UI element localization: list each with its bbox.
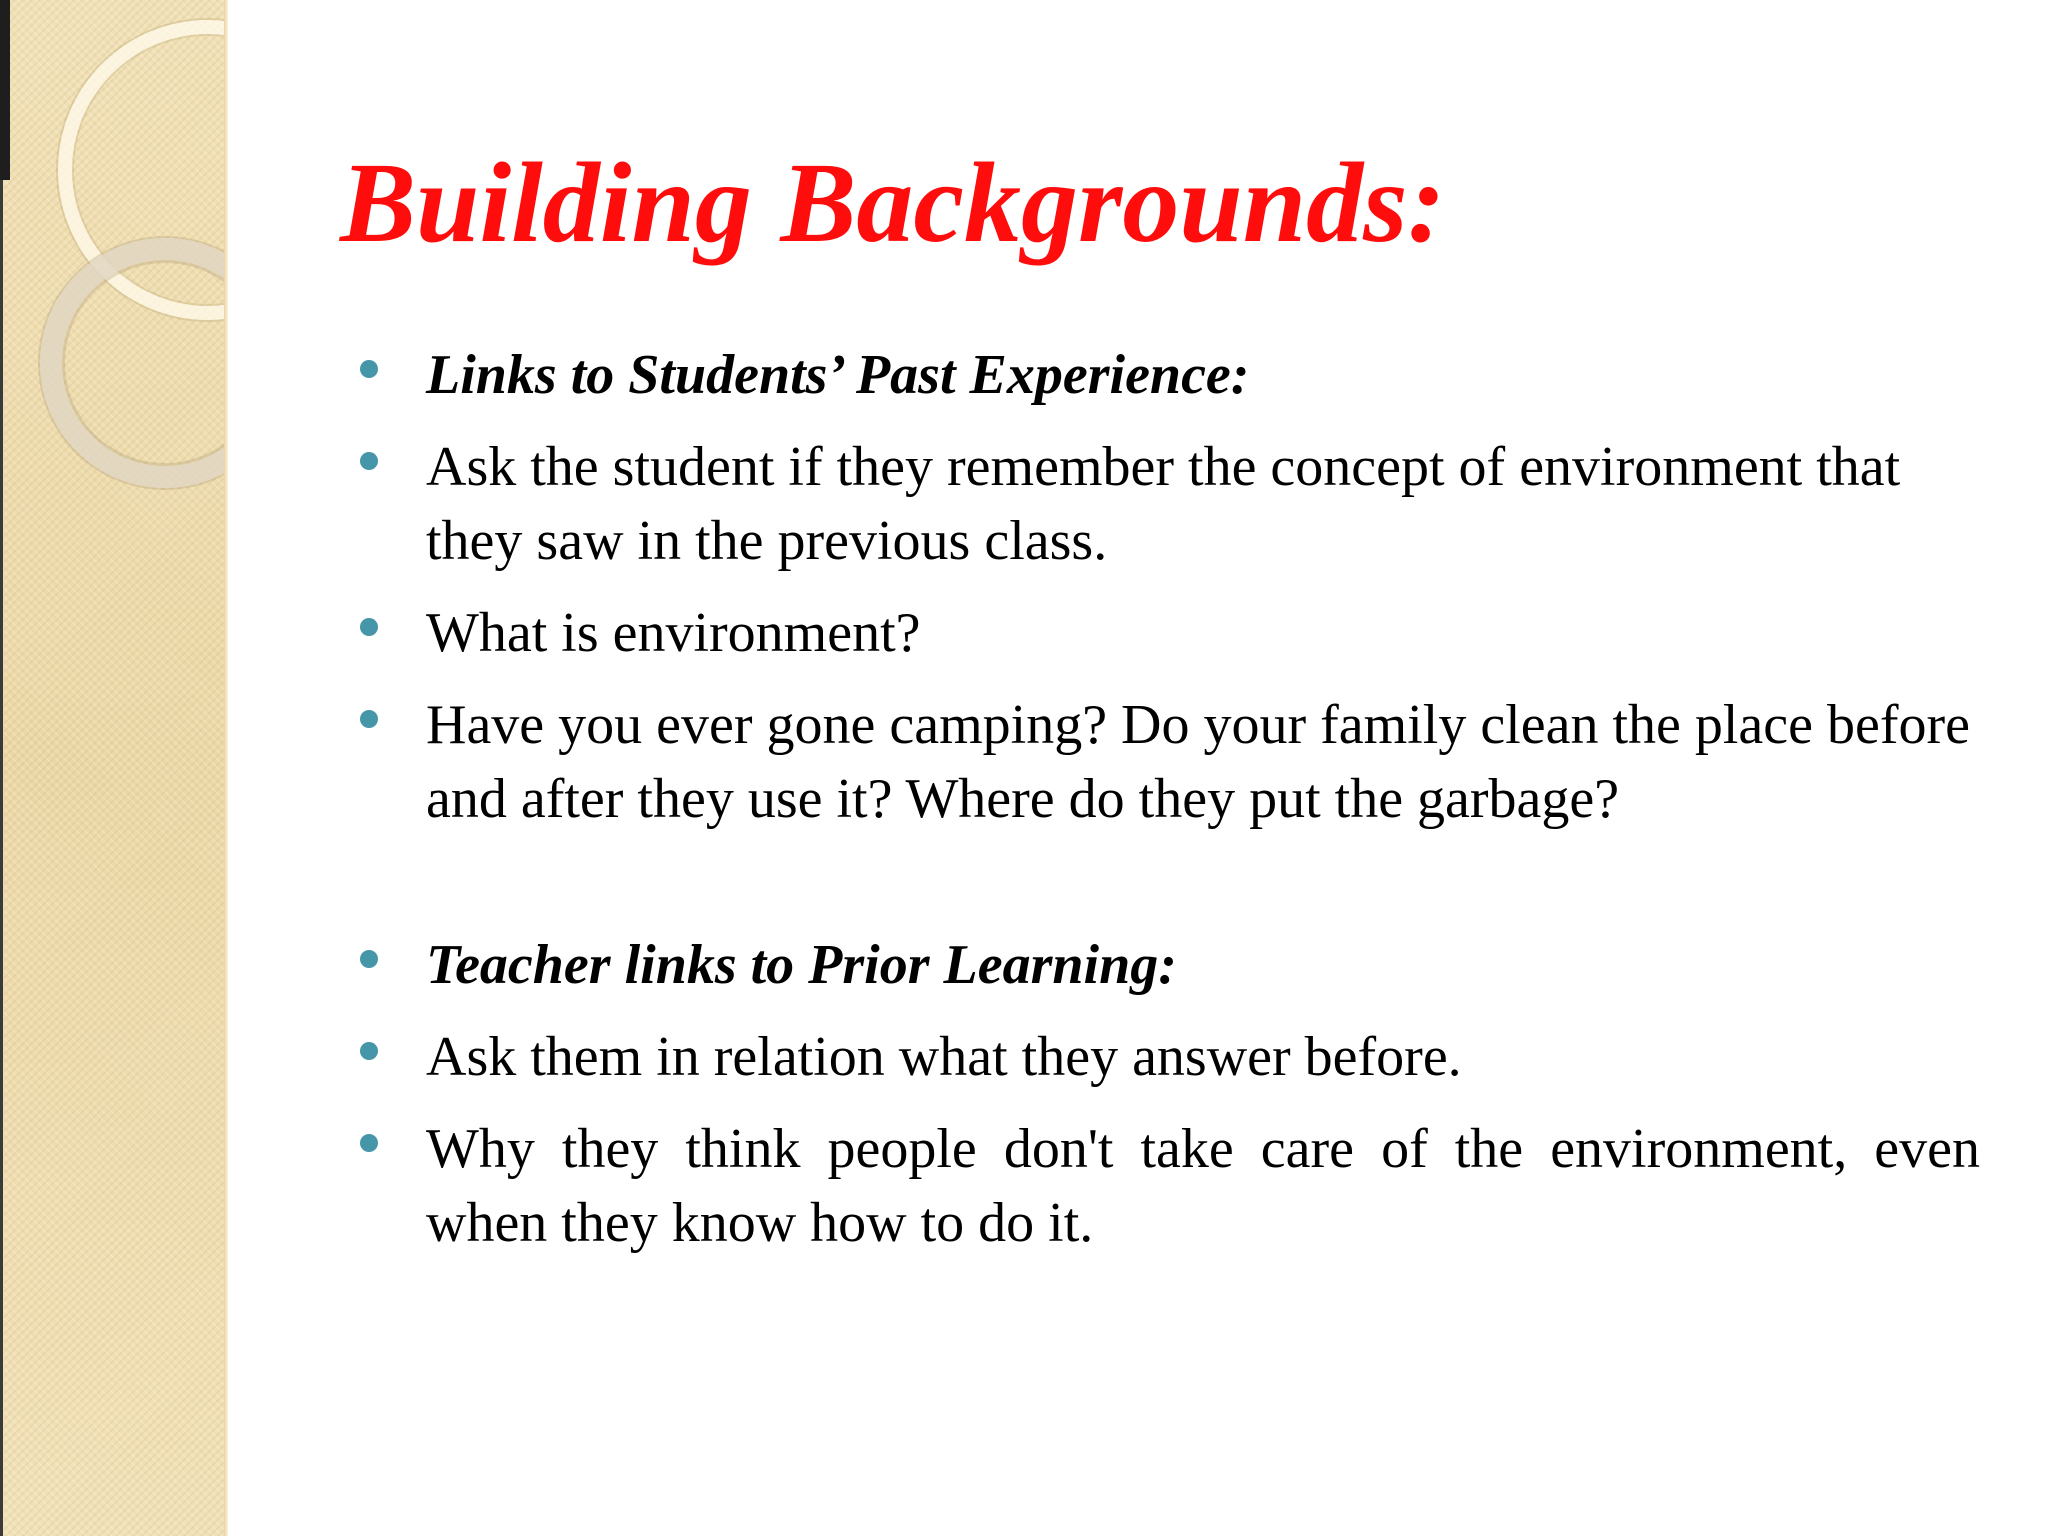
bullet-text: Why they think people don't take care of the environment, even when they know how to do it. bbox=[426, 1118, 1980, 1254]
bullet-item bbox=[360, 596, 1980, 670]
band-top-mark bbox=[0, 0, 10, 180]
bullet-text: Have you ever gone camping? Do your family clean the place before and after they use it? Where do they put the garbage? bbox=[426, 694, 1970, 830]
bullet-list bbox=[360, 338, 1980, 1260]
band-border-line bbox=[0, 0, 3, 1536]
bullet-item bbox=[360, 688, 1980, 836]
bullet-dot-icon bbox=[360, 360, 378, 378]
bullet-dot-icon bbox=[360, 1042, 378, 1060]
decorative-ring-icon bbox=[40, 238, 228, 488]
bullet-heading-prior-learning bbox=[360, 928, 1980, 1002]
band-edge-divider bbox=[224, 0, 228, 1536]
slide-content bbox=[360, 338, 1980, 1278]
bullet-dot-icon bbox=[360, 710, 378, 728]
bullet-text: What is environment? bbox=[426, 602, 921, 664]
slide-title: Building Backgrounds: bbox=[340, 139, 1446, 266]
bullet-dot-icon bbox=[360, 452, 378, 470]
bullet-item bbox=[360, 430, 1980, 578]
decorative-side-band bbox=[0, 0, 228, 1536]
bullet-item bbox=[360, 1112, 1980, 1260]
bullet-item bbox=[360, 1020, 1980, 1094]
bullet-dot-icon bbox=[360, 950, 378, 968]
bullet-dot-icon bbox=[360, 1134, 378, 1152]
bullet-text: Ask them in relation what they answer before. bbox=[426, 1026, 1462, 1088]
bullet-dot-icon bbox=[360, 618, 378, 636]
bullet-text: Teacher links to Prior Learning: bbox=[426, 934, 1177, 996]
bullet-heading-past-experience bbox=[360, 338, 1980, 412]
bullet-text: Ask the student if they remember the concept of environment that they saw in the previous class. bbox=[426, 436, 1901, 572]
bullet-text: Links to Students’ Past Experience: bbox=[426, 344, 1250, 406]
